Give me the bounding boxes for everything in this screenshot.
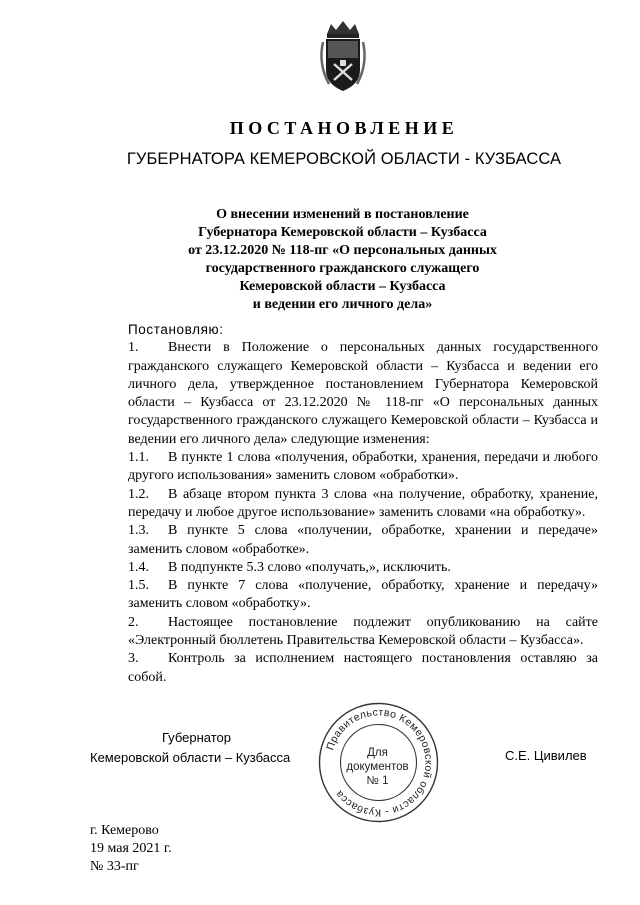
clause-number: 1.1.: [128, 450, 149, 466]
signatory-title: [90, 728, 300, 768]
clause-item: [90, 486, 598, 523]
document-body: [90, 321, 598, 687]
subject-line: Кемеровской области – Кузбасса: [239, 279, 446, 294]
clause-item: [90, 650, 598, 687]
clause-text: В пункте 7 слова «получение, обработку, хранение и передачу» заменить словом «обработку».: [128, 578, 598, 612]
clause-number: 2.: [128, 614, 139, 630]
stamp-center-line: Для: [367, 747, 388, 759]
issue-city: г. Кемерово: [90, 823, 159, 838]
document-subject: [170, 206, 515, 314]
document-type-heading: ПОСТАНОВЛЕНИЕ: [229, 118, 459, 138]
clause-text: В подпункте 5.3 слово «получать,», исключить.: [168, 559, 451, 575]
signatory-title-line: Кемеровской области – Кузбасса: [90, 750, 291, 765]
subject-line: и ведении его личного дела»: [252, 297, 433, 312]
subject-line: от 23.12.2020 № 118-пг «О персональных данных: [188, 243, 497, 258]
stamp-ring-text: Правительство Кемеровской области - Кузбасса: [324, 706, 435, 819]
clause-text: Внести в Положение о персональных данных государственного гражданского служащего Кемеровской области – Кузбасса и ведении его личного дела, утвержденное постановлением Губернатора Кемеровской области – Кузбасса от 23.12.2020 № 118-пг «О персональных данных государственного гражданского служащего Кемеровской области – Кузбасса и ведении его личного дела» следующие изменения:: [128, 340, 598, 447]
clause-text: В пункте 1 слова «получения, обработки, хранения, передачи и любого другого использования» заменить словом «обработки».: [128, 450, 598, 484]
document-footer: [90, 822, 172, 876]
clause-item: [90, 577, 598, 614]
clause-number: 1.3.: [128, 523, 149, 539]
clause-number: 1.2.: [128, 486, 149, 502]
clause-text: Контроль за исполнением настоящего постановления оставляю за собой.: [128, 651, 598, 685]
stamp-center: [340, 746, 415, 788]
clause-text: Настоящее постановление подлежит опубликованию на сайте «Электронный бюллетень Правительства Кемеровской области – Кузбасса».: [128, 614, 598, 649]
clause-number: 1.5.: [128, 578, 149, 594]
clause-text: В абзаце втором пункта 3 слова «на получение, обработку, хранение, передачу и любое другое использование» заменить словами «на обработку».: [128, 486, 598, 520]
subject-line: О внесении изменений в постановление: [216, 207, 469, 222]
clause-number: 1.4.: [128, 559, 149, 575]
signatory-name: С.Е. Цивилев: [505, 748, 587, 763]
document-number: № 33-пг: [90, 859, 139, 874]
signatory-title-line: Губернатор: [162, 730, 231, 745]
clause-item: [90, 449, 598, 486]
clause-number: 3.: [128, 651, 139, 667]
coat-of-arms-icon: [314, 20, 372, 94]
subject-line: Губернатора Кемеровской области – Кузбасса: [198, 225, 487, 240]
stamp-center-line: № 1: [366, 775, 389, 787]
intro-statement: Постановляю:: [128, 322, 224, 337]
subject-line: государственного гражданского служащего: [205, 261, 480, 276]
clause-item: [90, 559, 598, 577]
clause-item: [90, 339, 598, 449]
clause-text: В пункте 5 слова «получении, обработке, хранении и передаче» заменить словом «обработке».: [128, 523, 598, 557]
issuer-heading: ГУБЕРНАТОРА КЕМЕРОВСКОЙ ОБЛАСТИ - КУЗБАССА: [126, 150, 562, 168]
clause-number: 1.: [128, 340, 139, 356]
clause-item: [90, 522, 598, 559]
clause-item: [90, 614, 598, 651]
stamp-center-line: документов: [346, 761, 409, 773]
issue-date: 19 мая 2021 г.: [90, 841, 172, 856]
